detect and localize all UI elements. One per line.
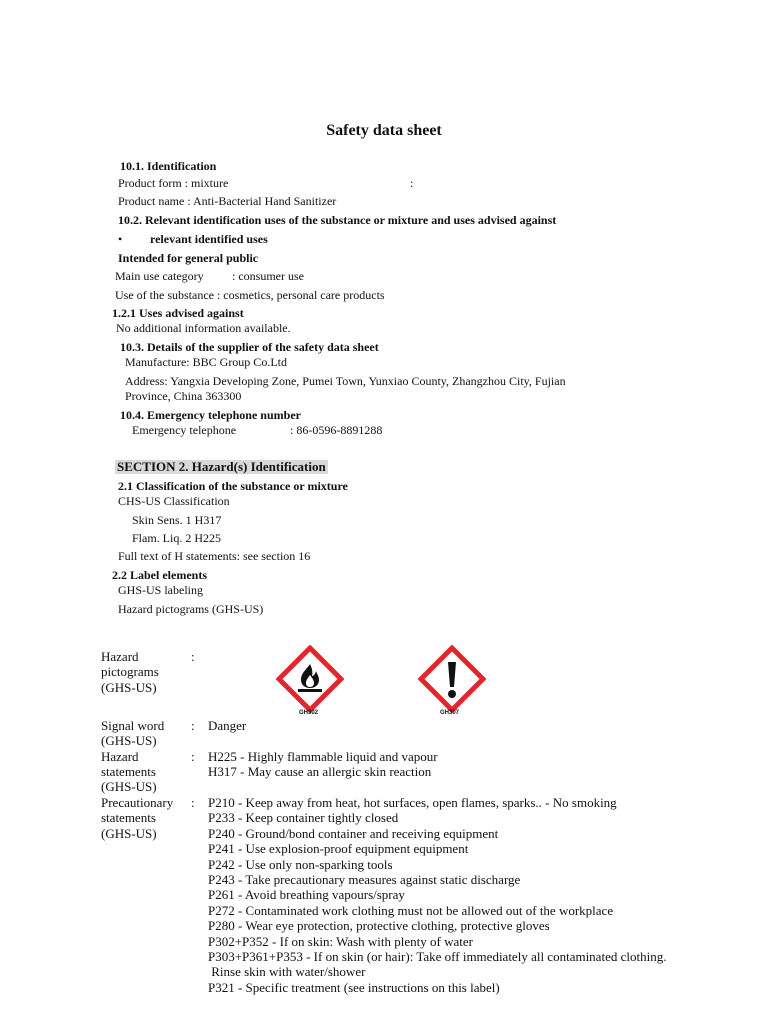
relevant-uses-heading: 10.2. Relevant identification uses of the substance or mixture and uses advised against xyxy=(118,213,557,227)
precaution-statement: Rinse skin with water/shower xyxy=(208,964,366,979)
pictogram-code-2: GH307 xyxy=(440,710,460,716)
product-form: Product form : mixture xyxy=(118,176,229,190)
intended-for-general-public: Intended for general public xyxy=(118,251,259,265)
hazard-colon: : xyxy=(191,749,195,764)
precaution-statement: P321 - Specific treatment (see instructions on this label) xyxy=(208,980,500,995)
product-form-colon: : xyxy=(410,176,414,190)
precaution-statement: P302+P352 - If on skin: Wash with plenty of water xyxy=(208,934,473,949)
precaution-statement: P272 - Contaminated work clothing must not be allowed out of the workplace xyxy=(208,903,614,918)
full-text-h: Full text of H statements: see section 16 xyxy=(118,549,311,563)
emergency-number: : 86-0596-8891288 xyxy=(290,423,383,437)
precaution-statement: P261 - Avoid breathing vapours/spray xyxy=(208,887,405,902)
uses-advised-against-heading: 1.2.1 Uses advised against xyxy=(112,306,244,320)
signal-colon: : xyxy=(191,718,195,733)
label-elements-heading: 2.2 Label elements xyxy=(112,568,207,582)
hazard-label-2: statements xyxy=(101,764,156,779)
exclamation-pictogram-icon xyxy=(418,645,486,713)
signal-word-label-2: (GHS-US) xyxy=(101,733,157,748)
precaution-statement: P280 - Wear eye protection, protective clothing, protective gloves xyxy=(208,918,550,933)
precaution-statement: P240 - Ground/bond container and receiving equipment xyxy=(208,826,499,841)
pictograms-colon: : xyxy=(191,649,195,664)
chs-classification: CHS-US Classification xyxy=(118,494,230,508)
flame-pictogram-icon xyxy=(276,645,344,713)
signal-word-value: Danger xyxy=(208,718,247,733)
relevant-identified-uses: relevant identified uses xyxy=(150,232,268,246)
section2-heading: SECTION 2. Hazard(s) Identification xyxy=(117,459,326,474)
bullet-icon: • xyxy=(118,232,123,246)
pictograms-label-2: pictograms xyxy=(101,664,159,679)
flam-liq: Flam. Liq. 2 H225 xyxy=(132,531,221,545)
precaution-statement: P241 - Use explosion-proof equipment equipment xyxy=(208,841,469,856)
pictograms-label-3: (GHS-US) xyxy=(101,680,157,695)
main-use-label: Main use category xyxy=(115,269,204,283)
precaution-statement: P210 - Keep away from heat, hot surfaces, open flames, sparks.. - No smoking xyxy=(208,795,617,810)
product-name: Product name : Anti-Bacterial Hand Sanitizer xyxy=(118,194,337,208)
supplier-details-heading: 10.3. Details of the supplier of the safety data sheet xyxy=(120,340,379,354)
hazard-pictograms-heading: Hazard pictograms (GHS-US) xyxy=(118,602,264,616)
hazard-statement: H317 - May cause an allergic skin reaction xyxy=(208,764,432,779)
precaution-colon: : xyxy=(191,795,195,810)
classification-heading: 2.1 Classification of the substance or mixture xyxy=(118,479,348,493)
precaution-statement: P242 - Use only non-sparking tools xyxy=(208,857,393,872)
precaution-label-3: (GHS-US) xyxy=(101,826,157,841)
skin-sens: Skin Sens. 1 H317 xyxy=(132,513,222,527)
pictograms-label-1: Hazard xyxy=(101,649,139,664)
manufacture: Manufacture: BBC Group Co.Ltd xyxy=(125,355,287,369)
identification-heading: 10.1. Identification xyxy=(120,159,217,173)
ghs-labeling: GHS-US labeling xyxy=(118,583,203,597)
precaution-statement: P233 - Keep container tightly closed xyxy=(208,810,399,825)
precaution-statement: P303+P361+P353 - If on skin (or hair): Take off immediately all contaminated clothing. xyxy=(208,949,667,964)
precaution-label-2: statements xyxy=(101,810,156,825)
page-title: Safety data sheet xyxy=(326,122,442,139)
hazard-label-1: Hazard xyxy=(101,749,139,764)
emergency-heading: 10.4. Emergency telephone number xyxy=(120,408,301,422)
main-use-value: : consumer use xyxy=(232,269,304,283)
emergency-label: Emergency telephone xyxy=(132,423,237,437)
address-line2: Province, China 363300 xyxy=(125,389,242,403)
precaution-statement: P243 - Take precautionary measures against static discharge xyxy=(208,872,521,887)
no-additional-info: No additional information available. xyxy=(116,321,291,335)
hazard-statement: H225 - Highly flammable liquid and vapour xyxy=(208,749,438,764)
signal-word-label-1: Signal word xyxy=(101,718,165,733)
address-line1: Address: Yangxia Developing Zone, Pumei Town, Yunxiao County, Zhangzhou City, Fujian xyxy=(125,374,566,388)
pictogram-code-1: GH302 xyxy=(299,710,319,716)
precaution-label-1: Precautionary xyxy=(101,795,174,810)
hazard-label-3: (GHS-US) xyxy=(101,779,157,794)
use-of-substance: Use of the substance : cosmetics, personal care products xyxy=(115,288,385,302)
